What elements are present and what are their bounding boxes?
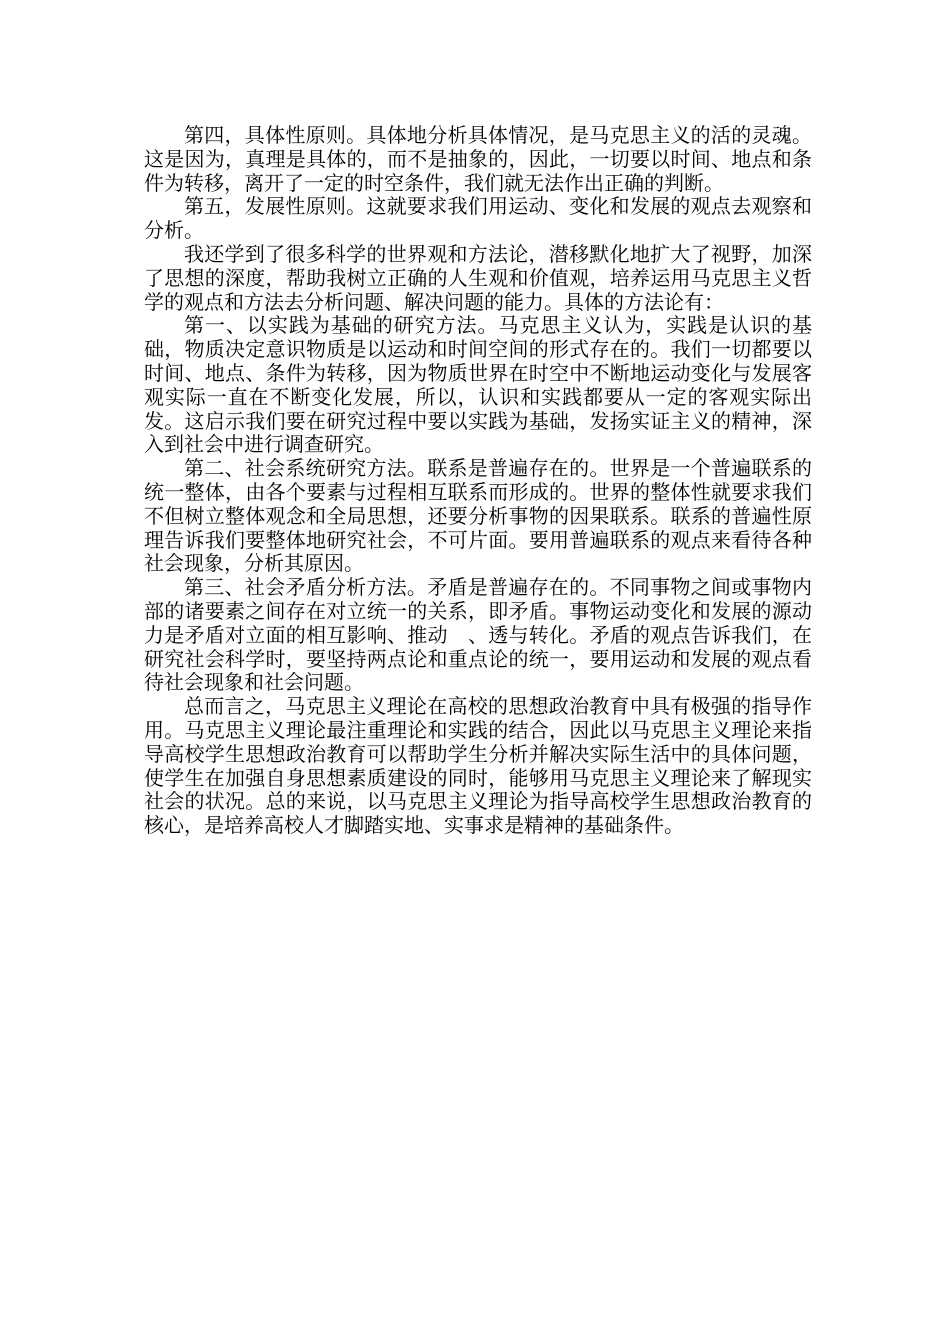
paragraph-conclusion: 总而言之，马克思主义理论在高校的思想政治教育中具有极强的指导作用。马克思主义理论最注重理论和实践的结合，因此以马克思主义理论来指导高校学生思想政治教育可以帮助学生分析并解决实际生活中的具体问题，使学生在加强自身思想素质建设的同时，能够用马克思主义理论来了解现实社会的状况。总的来说，以马克思主义理论为指导高校学生思想政治教育的核心，是培养高校人才脚踏实地、实事求是精神的基础条件。 <box>144 694 812 838</box>
paragraph-methodology-intro: 我还学到了很多科学的世界观和方法论，潜移默化地扩大了视野，加深了思想的深度，帮助我树立正确的人生观和价值观，培养运用马克思主义哲学的观点和方法去分析问题、解决问题的能力。具体的方法论有： <box>144 241 812 314</box>
paragraph-practice-method: 第一、以实践为基础的研究方法。马克思主义认为，实践是认识的基础，物质决定意识物质是以运动和时间空间的形式存在的。我们一切都要以时间、地点、条件为转移，因为物质世界在时空中不断地运动变化与发展客观实际一直在不断变化发展，所以，认识和实践都要从一定的客观实际出发。这启示我们要在研究过程中要以实践为基础，发扬实证主义的精神，深入到社会中进行调查研究。 <box>144 313 812 457</box>
paragraph-social-system-method: 第二、社会系统研究方法。联系是普遍存在的。世界是一个普遍联系的统一整体，由各个要素与过程相互联系而形成的。世界的整体性就要求我们不但树立整体观念和全局思想，还要分析事物的因果联系。联系的普遍性原理告诉我们要整体地研究社会，不可片面。要用普遍联系的观点来看待各种社会现象，分析其原因。 <box>144 456 812 576</box>
document-body <box>144 124 812 838</box>
paragraph-contradiction-method: 第三、社会矛盾分析方法。矛盾是普遍存在的。不同事物之间或事物内部的诸要素之间存在对立统一的关系，即矛盾。事物运动变化和发展的源动力是矛盾对立面的相互影响、推动 、透与转化。矛盾的观点告诉我们，在研究社会科学时，要坚持两点论和重点论的统一，要用运动和发展的观点看待社会现象和社会问题。 <box>144 575 812 695</box>
paragraph-development-principle: 第五，发展性原则。这就要求我们用运动、变化和发展的观点去观察和分析。 <box>144 194 812 243</box>
paragraph-specificity-principle: 第四，具体性原则。具体地分析具体情况，是马克思主义的活的灵魂。这是因为，真理是具体的，而不是抽象的，因此，一切要以时间、地点和条件为转移，离开了一定的时空条件，我们就无法作出正确的判断。 <box>144 123 812 195</box>
